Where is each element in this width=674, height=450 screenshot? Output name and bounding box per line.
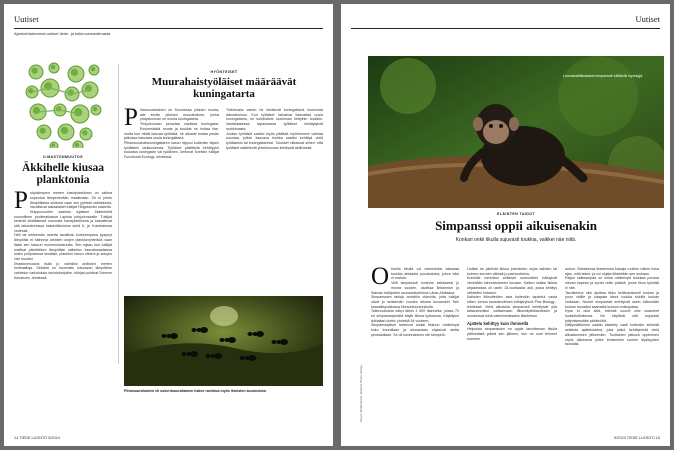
photo-credit: Kuvat: Shutterstock, Science Photo Library xyxy=(359,364,363,422)
article-chimp-col1: Ohuella tikulla voi esimerkiksi kalastaa toukkia ahtaasta puunkolosta, johon käsi ei mahdu. Villit simpanssit tuntevat sellaiseksi jo monta vuoden, osoittaa Britannian ja Saksan tutkijoiden seurantatutkimus Länsi-Afrikassa. Simpanssien taitoja arvioitiin videoilla, joita tutkijat olivat jo seitsemän vuoden aikana kuvanneet Taïn kansallispuistossa Norsunluurannikolla. Tallennuksista näkyi lähes 1 500 tilannetta, joissa 70 eri simpanssiyksilöä käytti tikkua työkaluna. Käyttäjien ikähaitari ulottui yhdestä 54 vuoteen. Simpanssipiiset tarttuivat aluksi tikkuun melkeinpä koko kourallaan ja ainoastaan ohjasivat otetta peukalollaan. Se oli sovinnaiseen ote kömpelö. xyxy=(371,263,459,337)
section-header: Uutiset xyxy=(14,14,39,24)
article-chimp-col3: aukon. Sellaisessa tilanteessa kaivaja ruulloin näkee kuka ajan, mitä tekee, ja voi ohjata liikkeitään sen mukaan. Paljon vaikeampaa on onkia melkeinpä toukkaa puussa olevan kapean ja syvän reiän pääslä, jonne tikun työntää ei näe. Tavoitteena olisi ajoittaa tikku hellävaraisesti toukan ja puun välille ja kaapata kiinni toukka riskillä toukan luokkaan. Nuoret simpanssit erehtyivät usein tökkimään toukan muusiksi saamatta kunnon makupalaa. Kyse ei ollut siitä, etteivät nuoret olisi osanneet luokkeistiloitensa. Ne käyttivät sitä sujuvasti tyttymisessään pähkinöitä. Näkymättömien saaliin käsittely vaati kuitenkin selkeää sellaista ajattelutaitoa, joka jatkoi kehittymistä vielä aikuistumisen jälkeenkin. Tuollainen jatkuva oppiminen myös aikuisena piilee ihmisenkin suuren älykkyyden taustalla. xyxy=(565,267,659,347)
article-chimp-heading xyxy=(381,212,651,243)
kicker: HYÖNTEISET xyxy=(210,70,238,74)
right-page xyxy=(341,4,670,446)
ants-photo xyxy=(124,296,323,386)
section-subtitle: Ajankohtaisimmat uutiset tiede- ja tutkimusmaailmasta xyxy=(14,31,111,36)
ants-caption: Pihamuurahainen eli sokerimuurahainen hakee ravintoa myös ihmisten asunnoista. xyxy=(124,389,267,393)
kicker: ILMASTONMUUTOS xyxy=(43,155,83,159)
article-ants-heading xyxy=(124,70,324,100)
article-chimp-col2: Lisäksi ne pitelivät tikkua jotenkuten myös kahden tai kolmen sormen välissä jo parivuotiaina. Kuinsilla tommiksi sellaiset sormiotteet edistyivät viereltään kiinnostukseen kuvaan. Kaiken lisäksi tikkua ohjaamassa oli usein 15-vuotiaaksi asti, jossa kehitys vähitellen hidastui. Kaikkien liitinotteiden asia kuitenkin tapahtui vasta sitten, kertoo kansainvälinen tutkijaryhmä Plos Biology -lehdessä. Vielä aikuisina simpanssit kehittyivät yhä taitavammiksi valitsemaan tilkuntäyttötilanteisiin ja onnistuivat siinä vaikeimmissakin tilanteissa. Ajattelu kehittyy kuin ihmisellä Helpoista simpanssien on oppia taivuttaman tikulla pähkinästä ydintä sen jälkeen, kun ne ovat tehneet kuoreen xyxy=(467,267,557,341)
page-footer: 5/2024 TIEDE LUONTO 15 xyxy=(614,436,660,440)
header-rule xyxy=(351,28,660,29)
article-ants-col2: Tutkimusta varten he keräsivät kuningattaria luonnosta laboratorioon. Kun työläiset halusivat kasvattaa uusia kuningattaria, ne kohdistivat ruokinnan tiettyihin toukkiin. Vastakkaisissa tapauksissa työläiset kieltäytyivät ruokkimasta. Joukko työläisiä saattoi myös päättää myöhemmin vaihtaa suuntaa, jolloin kasvava toukka saattoi kehittyä vielä työläiseksi tai kuningattareksi. Tulokset viittaavat siihen, että työläiset säätelevät yhteiskunnan kehitystä aktiivisesti. xyxy=(226,108,323,150)
photo-caption: Lounaisafrikkalaiset simpanssit välttävät myrskyjä. xyxy=(563,74,644,78)
chimpanzee-photo xyxy=(368,56,664,208)
article-plankton xyxy=(14,155,112,280)
article-title: Muurahaistyöläiset määräävät kuningatarta xyxy=(151,76,297,100)
header-rule xyxy=(14,28,323,29)
article-title: Äkkihelle kiusaa planktonia xyxy=(21,162,105,187)
kicker: ELÄINTEN TAIDOT xyxy=(496,212,536,216)
column-divider xyxy=(118,64,119,364)
drop-cap: P xyxy=(124,104,138,131)
left-page xyxy=(4,4,333,446)
article-title: Simpanssi oppii aikuisenakin xyxy=(435,218,597,233)
section-header: Uutiset xyxy=(635,14,660,24)
article-lede: Konkari onkii tikulla sujuvasti toukkia, vaikkei näe niitä. xyxy=(455,236,577,243)
article-body: Pohjoisimpien merten kasviplanktonin on vaikea sopeutua lämpenevään maailmaan. Se ei johdu lämpötilasta sinänsä vaan sen jyrkistä vaihteluista, havaitsivat saksalaiset tutkijat Helgolandin saarella. Huippuvuorten saaristo sijaitsee Jäämerellä suunnilleen puolimatkassa Lapista pohjoisnavalle. Tutkijat kerävät sikäläisestä vuonosta kasviplanktonia ja kasvattivat sitä laboratoriossa kaksiviikkoisina sekä 6- ja 9-asteisessa vedessä. Heti tai seitsemän astetta tavallista korkeampana pysynyt lämpötila ei häirinnyt arktisen olojen planktonyhteisöä vaan lisäsi sen kasvun monimuotoisuutta. Sen sijaan kun tutkijat mallivat päivittäisen lämpötilan vaihtelun kasvatusastiassa kuten pohjoisessa kesäisin, plankton kasvu väheni ja solujen väri muuttui. Ilmastonmuutos lisää jo valmiiksi arktisten merten helleaaltoja. Selvästi on huomattu kasvavan lämpötilan vaihtelun vaikutuksia ravintoketjuihin, tutkijat pohtivat Science Advances -lehdessä. xyxy=(14,187,112,280)
page-footer: 14 TIEDE LUONTO 5/2024 xyxy=(14,436,60,440)
drop-cap: O xyxy=(371,263,390,290)
drop-cap: P xyxy=(14,187,28,215)
subheading: Ajattelu kehittyy kuin ihmisellä xyxy=(467,320,529,326)
plankton-illustration xyxy=(24,62,104,148)
article-ants-col1: Pihamuurahainen on Suomessa yleinen muuta, alle sentin pituinen muurahainen, jonka yhdyskunnan on monta kuningatarta. Yhdyskunnan perustaa vaeltava kuningatar. Ensimmäisiä munia ja toukkia se hoitaa itse, mutta kun niistä kasvaa työläisiä, ne alkavat hoitaa pesän jatkossa kasvavia uusia kuningattaria. Pihamuurahaiskuningattaren kasvu riippuu kuitenkin täysin työläisten tarkkuudesta. Työläiset päättävät kehittyykö toukasta kuningatar vai työläinen, kertovat Sveitsin tutkijat Functional Ecology -lehdessä. xyxy=(124,104,219,160)
